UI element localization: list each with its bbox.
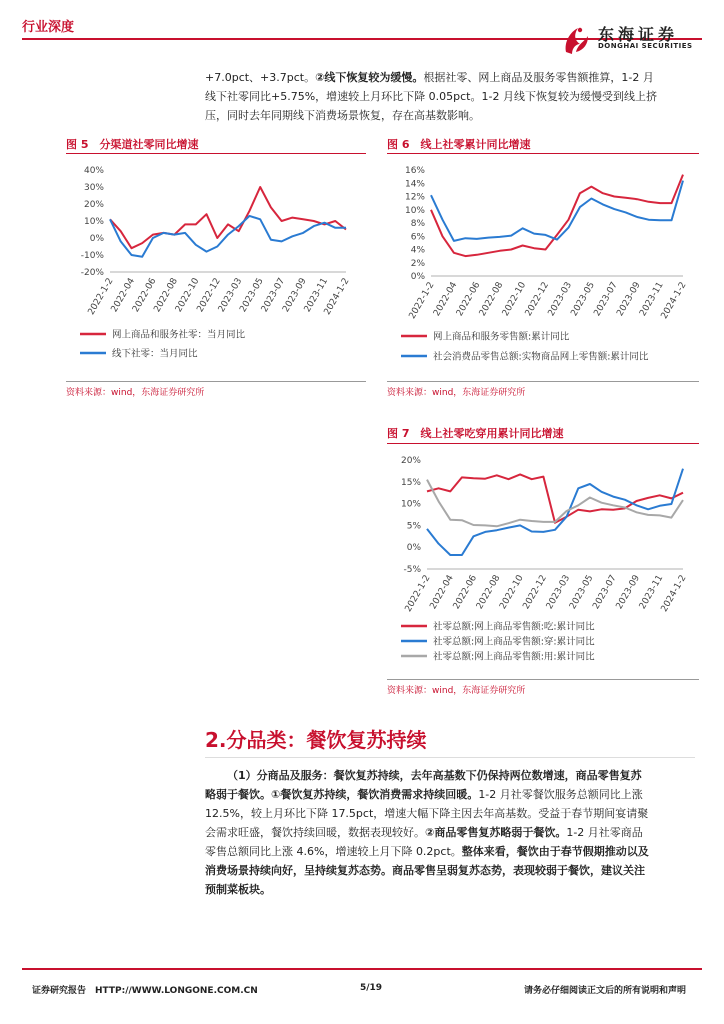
section-line-5 [205,842,695,861]
fig7-title: 图 7 线上社零吃穿用累计同比增速 [387,427,564,440]
x-tick-label: 2022-12 [195,276,223,315]
x-tick-label: 2022-12 [523,280,552,319]
x-tick-label: 2022-08 [477,280,506,319]
x-tick-label: 2022-06 [454,280,483,319]
section-line-7 [205,880,695,899]
fig5-title: 图 5 分渠道社零同比增速 [66,138,199,151]
section-line-3: 12.5%，较上月环比下降 17.5pct，增速大幅下降主因去年高基数。受益于春节期间宴请聚 [205,807,649,820]
fig5-title-rule [66,153,366,154]
fig6-source: 资料来源：wind，东海证券研究所 [387,388,526,398]
section-text-4: 会需求旺盛，餐饮持续回暖，数据表现较好。 [205,826,425,839]
x-tick-label: 2023-11 [637,573,666,612]
x-tick-label: 2022-12 [521,573,549,612]
x-tick-label: 2022-1-2 [407,280,437,321]
section-line-2 [205,785,695,804]
legend-label: 社会消费品零售总额:实物商品网上零售额:累计同比 [433,351,649,363]
legend-label: 网上商品和服务社零：当月同比 [112,329,246,341]
x-tick-label: 2023-05 [568,573,596,612]
legend-label: 社零总额:网上商品零售额:用:累计同比 [433,651,595,663]
x-tick-label: 2023-07 [591,573,619,612]
footer-left: 证券研究报告 HTTP://WWW.LONGONE.COM.CN [32,986,258,996]
company-logo [560,22,710,62]
x-tick-label: 2022-04 [428,573,456,612]
fig6-source-rule [387,381,699,382]
x-tick-label: 2024-1-2 [322,276,352,317]
series-line [110,216,346,257]
y-tick-label: 0% [89,234,104,244]
fig7-chart [387,448,699,673]
y-tick-label: 20% [400,456,421,466]
intro-line-2: 线下社零同比+5.75%，增速较上月环比下降 0.05pct。1-2 月线下恢复较为缓慢受到线上挤 [205,90,657,103]
y-tick-label: 15% [400,477,421,488]
x-tick-label: 2022-10 [500,280,529,319]
x-tick-label: 2023-11 [638,280,666,319]
section-text-bold-6: 消费场景持续向好，呈持续复苏态势。商品零售呈弱复苏态势，表现较弱于餐饮，建议关注 [205,864,645,877]
section-text-5: 零售总额同比上涨 4.6%，增速较上月下降 0.2pct。 [205,845,462,858]
y-tick-label: 10% [404,205,425,216]
x-tick-label: 2023-03 [544,573,573,612]
x-tick-label: 2023-09 [615,280,643,319]
intro-text-bold: ②线下恢复较为缓慢。 [315,71,424,84]
x-tick-label: 2022-1-2 [403,573,433,614]
x-tick-label: 2023-03 [546,280,575,319]
y-tick-label: 4% [410,245,425,256]
x-tick-label: 2023-05 [569,280,597,319]
y-tick-label: -10% [80,251,104,261]
x-tick-label: 2023-07 [259,276,288,315]
x-tick-label: 2022-10 [173,276,202,315]
logo-english-name: DONGHAI SECURITIES [598,42,693,50]
x-tick-label: 2023-03 [216,276,245,315]
series-line [427,469,683,555]
footer-rule [22,968,702,970]
series-line [110,187,346,248]
series-line [431,175,683,257]
intro-text-2: 根据社零、网上商品及服务零售额推算，1-2 月 [423,71,654,84]
fig7-source: 资料来源：wind，东海证券研究所 [387,686,526,696]
section-heading: 2.分品类：餐饮复苏持续 [205,728,427,752]
page-number: 5/19 [360,983,383,993]
fig6-title-rule [387,153,699,154]
fig6-chart [387,158,699,374]
y-tick-label: 40% [83,166,104,176]
fig7-source-rule [387,679,699,680]
section-heading-rule [205,757,695,758]
section-text-4-tail: 1-2 月社零商品 [566,826,643,839]
section-text-bold-2: 略弱于餐饮。①餐饮复苏持续，餐饮消费需求持续回暖。 [205,788,479,801]
x-tick-label: 2023-09 [281,276,309,315]
section-text-bold-1: （1）分商品及服务：餐饮复苏持续，去年高基数下仍保持两位数增速，商品零售复苏 [227,769,642,782]
fig7-title-rule [387,443,699,444]
x-tick-label: 2023-07 [592,280,620,319]
y-tick-label: 10% [400,499,421,510]
intro-text-1: +7.0pct、+3.7pct。 [205,71,316,84]
header-section-label: 行业深度 [22,20,75,35]
y-tick-label: 16% [404,166,425,176]
section-paragraph [205,766,695,899]
x-tick-label: 2022-08 [474,573,503,612]
series-line [431,181,683,241]
x-tick-label: 2022-08 [152,276,180,315]
fig6-title: 图 6 线上社零累计同比增速 [387,138,531,151]
y-tick-label: 0% [410,272,425,282]
legend-label: 社零总额:网上商品零售额:吃:累计同比 [433,621,595,633]
logo-mark-icon [560,22,594,58]
x-tick-label: 2022-04 [432,280,460,319]
legend-label: 社零总额:网上商品零售额:穿:累计同比 [433,636,595,648]
intro-paragraph [205,68,695,125]
x-tick-label: 2023-05 [238,276,266,315]
y-tick-label: -20% [80,268,104,278]
section-text-bold-7: 预制菜板块。 [205,883,271,896]
y-tick-label: 14% [404,179,425,190]
footer-disclaimer: 请务必仔细阅读正文后的所有说明和声明 [524,986,687,996]
y-tick-label: 20% [83,200,104,210]
intro-line-3: 压，同时去年同期线下消费场景恢复，存在高基数影响。 [205,109,480,122]
x-tick-label: 2022-1-2 [86,276,116,317]
y-tick-label: 10% [83,217,104,227]
series-line [427,474,683,522]
y-tick-label: 12% [404,192,425,203]
x-tick-label: 2024-1-2 [659,573,689,614]
y-tick-label: 5% [406,521,421,532]
logo-chinese-name: 东海证券 [598,25,679,44]
section-text-bold-5: 整体来看，餐饮由于春节假期推动以及 [461,845,649,858]
x-tick-label: 2023-09 [614,573,643,612]
y-tick-label: 0% [406,543,421,554]
legend-label: 网上商品和服务零售额:累计同比 [433,331,570,343]
x-tick-label: 2022-06 [451,573,480,612]
y-tick-label: 30% [83,183,104,193]
x-tick-label: 2022-10 [498,573,526,612]
fig5-chart [66,158,366,374]
y-tick-label: 6% [410,232,425,243]
section-line-6 [205,861,695,880]
x-tick-label: 2023-11 [302,276,331,315]
section-line-4 [205,823,695,842]
section-text-bold-4: ②商品零售复苏略弱于餐饮。 [425,826,567,839]
section-line-1 [205,766,695,785]
y-tick-label: 8% [410,219,425,229]
section-text-2: 1-2 月社零餐饮服务总额同比上涨 [478,788,643,801]
fig5-source-rule [66,381,366,382]
y-tick-label: 2% [410,258,425,269]
legend-label: 线下社零：当月同比 [112,348,198,360]
y-tick-label: -5% [403,565,421,575]
x-tick-label: 2022-06 [131,276,159,315]
intro-line-1 [205,68,695,87]
fig5-source: 资料来源：wind，东海证券研究所 [66,388,205,398]
x-tick-label: 2022-04 [109,276,138,315]
x-tick-label: 2024-1-2 [659,280,689,321]
